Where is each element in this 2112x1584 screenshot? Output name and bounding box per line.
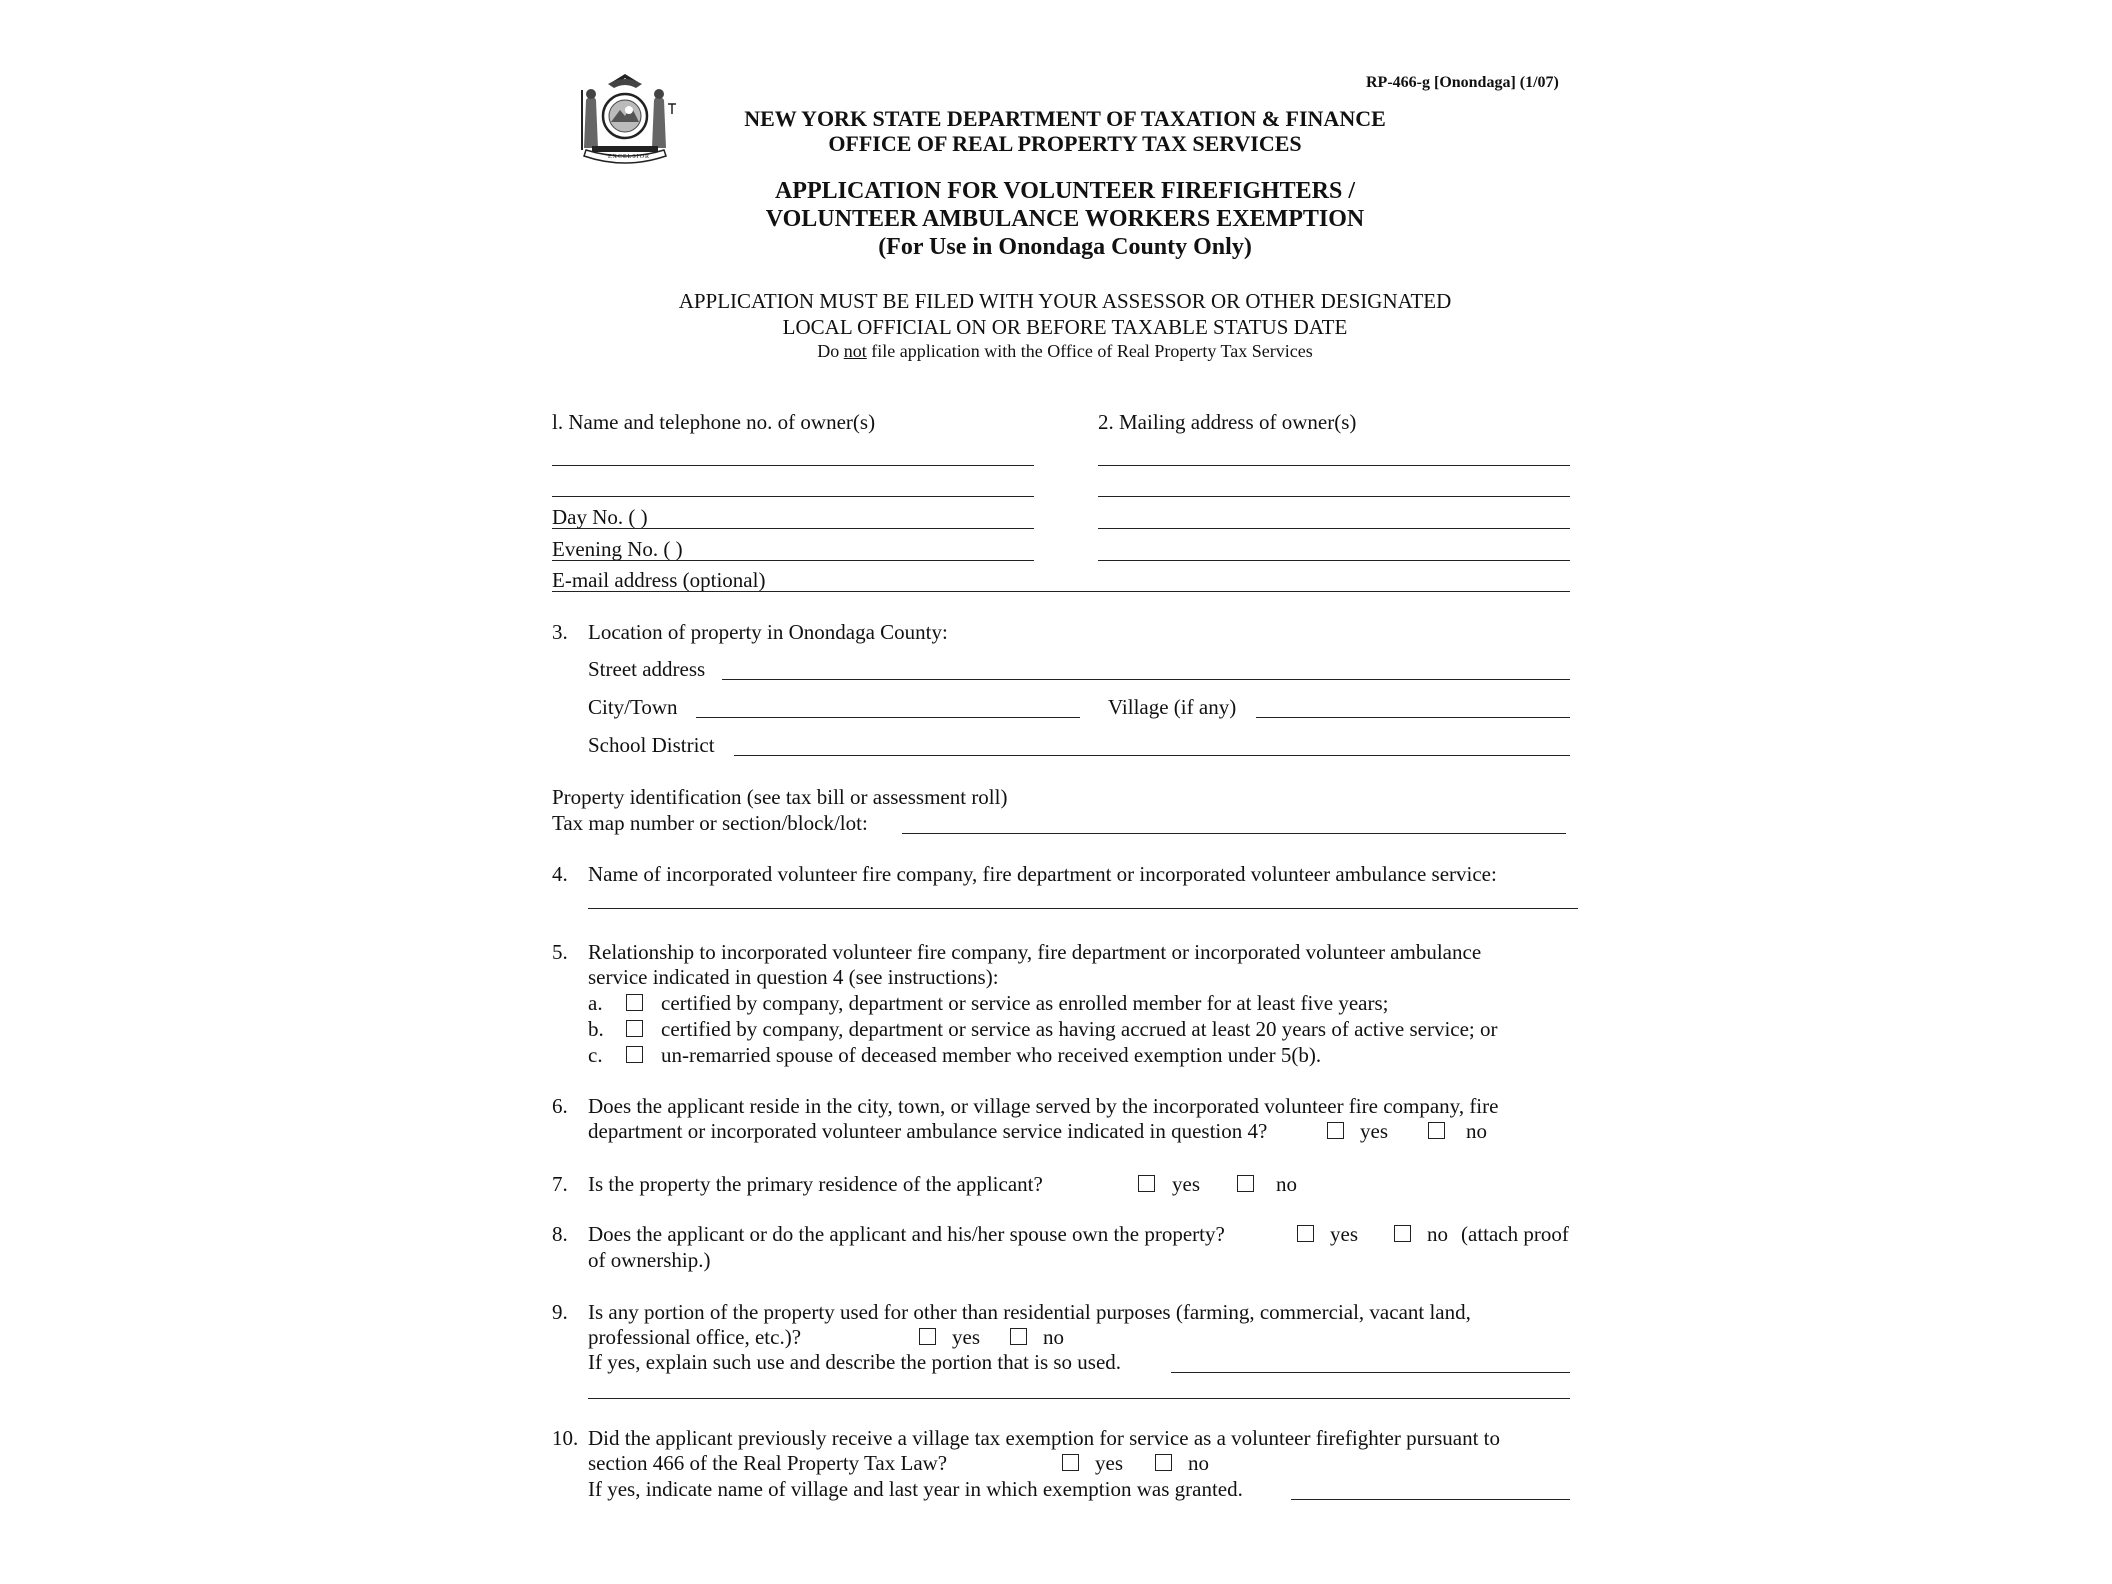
q5-option-a-checkbox[interactable] — [626, 994, 643, 1011]
q6-yes-checkbox[interactable] — [1327, 1122, 1344, 1139]
school-district-field[interactable] — [734, 755, 1570, 756]
q9-yes-label: yes — [952, 1325, 980, 1349]
tax-map-field[interactable] — [902, 833, 1566, 834]
q10-line3: If yes, indicate name of village and last year in which exemption was granted. — [588, 1477, 1243, 1501]
q9-explain-field-1[interactable] — [1171, 1372, 1570, 1373]
q10-yes-checkbox[interactable] — [1062, 1454, 1079, 1471]
q5-option-b-letter: b. — [588, 1017, 604, 1041]
q6-line2: department or incorporated volunteer ambulance service indicated in question 4? — [588, 1119, 1268, 1143]
q8-no-label: no — [1427, 1222, 1448, 1246]
q9-number: 9. — [552, 1300, 568, 1324]
q7-no-label: no — [1276, 1172, 1297, 1196]
q6-yes-label: yes — [1360, 1119, 1388, 1143]
q10-no-checkbox[interactable] — [1155, 1454, 1172, 1471]
q5-option-a-letter: a. — [588, 991, 603, 1015]
filing-notice-rest: file application with the Office of Real Property Tax Services — [871, 341, 1313, 361]
filing-notice-line3 — [555, 341, 1575, 362]
fire-company-name-field[interactable] — [588, 908, 1578, 909]
q8-proof-note: (attach proof — [1461, 1222, 1569, 1246]
q10-number: 10. — [552, 1426, 579, 1450]
school-district-label: School District — [588, 733, 715, 757]
q4-number: 4. — [552, 862, 568, 886]
filing-notice-line2: LOCAL OFFICIAL ON OR BEFORE TAXABLE STATUS DATE — [782, 315, 1348, 339]
tax-map-label: Tax map number or section/block/lot: — [552, 811, 868, 835]
filing-notice-line1: APPLICATION MUST BE FILED WITH YOUR ASSESSOR OR OTHER DESIGNATED — [678, 289, 1452, 313]
form-id: RP-466-g [Onondaga] (1/07) — [1366, 74, 1559, 91]
q1-label: l. Name and telephone no. of owner(s) — [552, 410, 876, 434]
q4-label: Name of incorporated volunteer fire company, fire department or incorporated volunteer ambulance service: — [588, 862, 1497, 886]
q7-label: Is the property the primary residence of the applicant? — [588, 1172, 1043, 1196]
q5-number: 5. — [552, 940, 568, 964]
q2-label: 2. Mailing address of owner(s) — [1098, 410, 1357, 434]
evening-phone-label: Evening No. ( ) — [552, 537, 683, 561]
q10-line1: Did the applicant previously receive a village tax exemption for service as a volunteer firefighter pursuant to — [588, 1426, 1500, 1450]
property-id-label: Property identification (see tax bill or assessment roll) — [552, 785, 1008, 809]
q7-yes-checkbox[interactable] — [1138, 1175, 1155, 1192]
village-label: Village (if any) — [1108, 695, 1237, 719]
form-title-line2: VOLUNTEER AMBULANCE WORKERS EXEMPTION — [765, 206, 1365, 232]
q7-no-checkbox[interactable] — [1237, 1175, 1254, 1192]
q6-no-label: no — [1466, 1119, 1487, 1143]
q6-number: 6. — [552, 1094, 568, 1118]
q5-option-b-checkbox[interactable] — [626, 1020, 643, 1037]
dept-name: NEW YORK STATE DEPARTMENT OF TAXATION & FINANCE — [744, 106, 1386, 131]
office-name: OFFICE OF REAL PROPERTY TAX SERVICES — [828, 131, 1302, 156]
q8-number: 8. — [552, 1222, 568, 1246]
q3-number: 3. — [552, 620, 568, 644]
q5-line1: Relationship to incorporated volunteer fire company, fire department or incorporated volunteer ambulance — [588, 940, 1482, 964]
q8-yes-checkbox[interactable] — [1297, 1225, 1314, 1242]
q7-yes-label: yes — [1172, 1172, 1200, 1196]
q9-line2: professional office, etc.)? — [588, 1325, 802, 1349]
street-address-field[interactable] — [722, 679, 1570, 680]
evening-phone-field[interactable] — [552, 560, 1034, 561]
email-label: E-mail address (optional) — [552, 568, 766, 592]
q6-line1: Does the applicant reside in the city, town, or village served by the incorporated volunteer fire company, fire — [588, 1094, 1499, 1118]
mailing-address-line-4[interactable] — [1098, 560, 1570, 561]
q10-no-label: no — [1188, 1451, 1209, 1475]
city-town-label: City/Town — [588, 695, 678, 719]
seal-motto: EXCELSIOR — [608, 154, 650, 160]
form-title-line3: (For Use in Onondaga County Only) — [878, 234, 1252, 260]
form-title-line1: APPLICATION FOR VOLUNTEER FIREFIGHTERS / — [774, 178, 1356, 204]
q9-line1: Is any portion of the property used for other than residential purposes (farming, commercial, vacant land, — [588, 1300, 1471, 1324]
q5-option-c-checkbox[interactable] — [626, 1046, 643, 1063]
q8-line1: Does the applicant or do the applicant and his/her spouse own the property? — [588, 1222, 1225, 1246]
village-field[interactable] — [1256, 717, 1570, 718]
q8-line2: of ownership.) — [588, 1248, 711, 1272]
filing-notice-do: Do — [817, 341, 840, 361]
q8-no-checkbox[interactable] — [1394, 1225, 1411, 1242]
q9-explain-field-2[interactable] — [588, 1398, 1570, 1399]
q5-option-c-letter: c. — [588, 1043, 603, 1067]
city-town-field[interactable] — [696, 717, 1080, 718]
mailing-address-line-3[interactable] — [1098, 528, 1570, 529]
q3-label: Location of property in Onondaga County: — [588, 620, 948, 644]
q5-option-c-text: un-remarried spouse of deceased member who received exemption under 5(b). — [661, 1043, 1322, 1067]
filing-notice-not: not — [843, 341, 867, 361]
q9-no-label: no — [1043, 1325, 1064, 1349]
owner-name-line-1[interactable] — [552, 465, 1034, 466]
mailing-address-line-1[interactable] — [1098, 465, 1570, 466]
q9-no-checkbox[interactable] — [1010, 1328, 1027, 1345]
q8-yes-label: yes — [1330, 1222, 1358, 1246]
q10-line2: section 466 of the Real Property Tax Law? — [588, 1451, 948, 1475]
day-phone-field[interactable] — [552, 528, 1034, 529]
q9-line3: If yes, explain such use and describe the portion that is so used. — [588, 1350, 1122, 1374]
owner-name-line-2[interactable] — [552, 496, 1034, 497]
q5-option-a-text: certified by company, department or service as enrolled member for at least five years; — [661, 991, 1389, 1015]
q9-yes-checkbox[interactable] — [919, 1328, 936, 1345]
q10-village-year-field[interactable] — [1291, 1499, 1570, 1500]
q7-number: 7. — [552, 1172, 568, 1196]
street-address-label: Street address — [588, 657, 706, 681]
mailing-address-line-2[interactable] — [1098, 496, 1570, 497]
q5-line2: service indicated in question 4 (see instructions): — [588, 965, 999, 989]
q6-no-checkbox[interactable] — [1428, 1122, 1445, 1139]
day-phone-label: Day No. ( ) — [552, 505, 648, 529]
email-field[interactable] — [552, 591, 1570, 592]
q5-option-b-text: certified by company, department or service as having accrued at least 20 years of active service; or — [661, 1017, 1498, 1041]
q10-yes-label: yes — [1095, 1451, 1123, 1475]
